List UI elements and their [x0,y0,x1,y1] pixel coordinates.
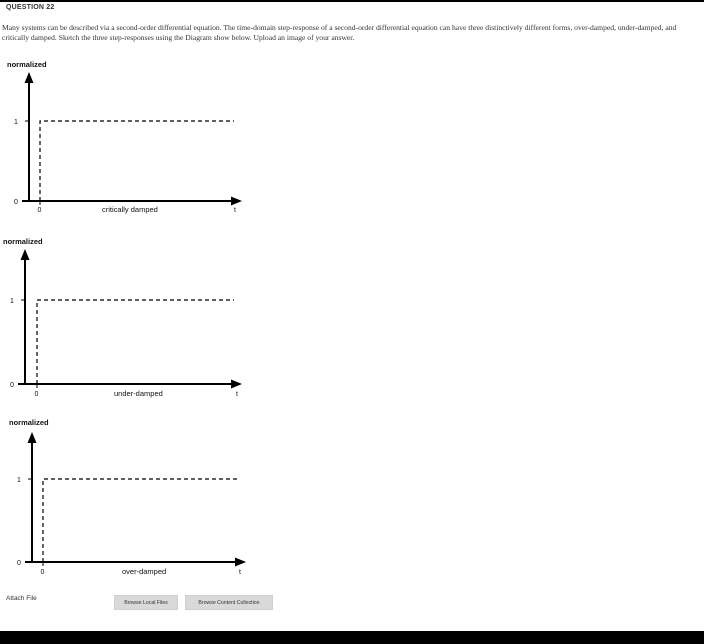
top-border [0,0,704,2]
y-tick-label-1: 1 [14,119,18,126]
attach-file-label: Attach File [6,595,37,602]
x-axis-arrow [235,558,246,567]
y-axis-arrow [21,249,30,260]
unit-step-reference [40,121,234,201]
y-axis-label: normalized [3,237,43,246]
y-axis-label: normalized [9,418,49,427]
x-axis-label: t [236,391,238,398]
y-axis-label: normalized [7,60,47,69]
step-response-diagram-critically-damped [0,58,260,218]
diagram-caption: over-damped [122,567,167,576]
diagram-caption: critically damped [102,205,158,214]
y-tick-label-1: 1 [17,477,21,484]
x-tick-label-0: 0 [37,207,42,214]
bottom-border [0,631,704,644]
browse-content-collection-button[interactable]: Browse Content Collection [185,595,273,610]
x-tick-label-0: 0 [40,569,45,576]
step-response-diagram-under-damped [0,235,260,400]
step-response-diagram-over-damped [0,416,260,581]
y-axis-arrow [28,432,37,443]
x-tick-label-0: 0 [34,391,39,398]
question-prompt: Many systems can be described via a second-order differential equation. The time-domain step-response of a second-order differential equation can have three distinctively different forms, over-damped, under-damped, and critically damped. Sketch the three step-responses using the Diagram show below. Upload an image of your answer. [2,23,677,42]
diagram-caption: under-damped [114,389,163,398]
x-axis-arrow [231,197,242,206]
x-axis-label: t [234,207,236,214]
y-tick-label-0: 0 [17,560,21,567]
y-tick-label-0: 0 [14,199,18,206]
y-tick-label-0: 0 [10,382,14,389]
unit-step-reference [43,479,238,562]
x-axis-arrow [231,380,242,389]
y-tick-label-1: 1 [10,298,14,305]
browse-local-files-button[interactable]: Browse Local Files [114,595,178,610]
x-axis-label: t [239,569,241,576]
y-axis-arrow [25,72,34,83]
unit-step-reference [37,300,234,384]
question-title: QUESTION 22 [6,4,55,11]
